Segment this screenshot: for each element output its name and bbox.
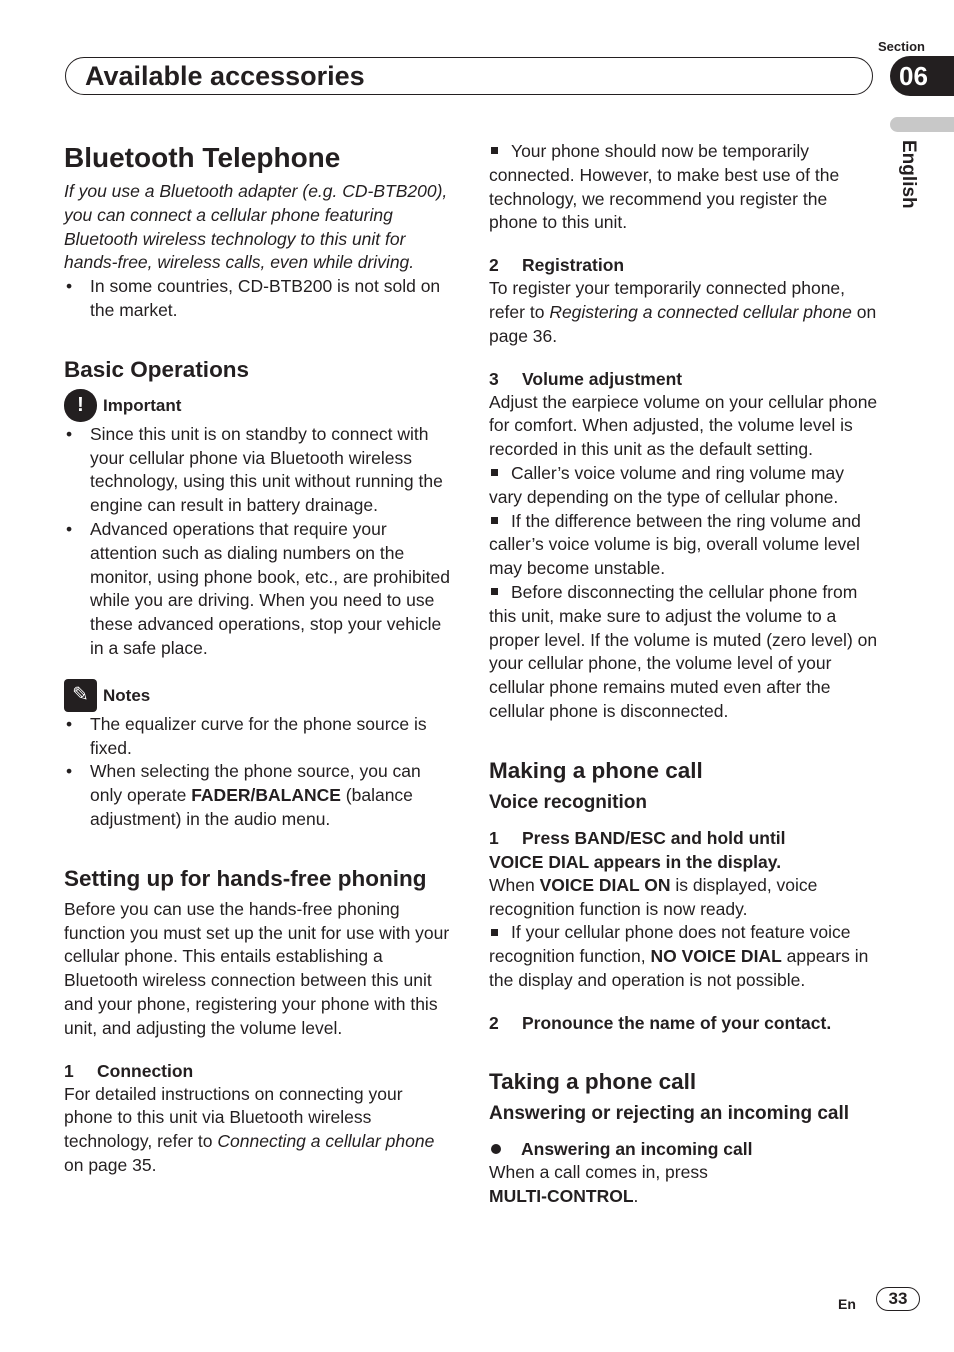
voice-recognition-heading: Voice recognition [489, 791, 648, 813]
square-bullet-icon [491, 469, 498, 476]
setup-text: Before you can use the hands-free phoning function you must set up the unit for use with your cellular phone. This entails establishing a Bluetooth wireless connection between this unit and your phone, registering your phone with this unit, and adjusting the volume level. [64, 898, 450, 1038]
setup-heading: Setting up for hands-free phoning [64, 865, 427, 891]
section-number-tab: 06 [890, 56, 954, 96]
important-header [64, 389, 450, 423]
answer-bullet: Answering an incoming call [489, 1137, 879, 1161]
important-icon: ! [64, 389, 97, 422]
making-call-heading: Making a phone call [489, 757, 703, 783]
important-item: • Advanced operations that require your attention such as dialing numbers on the monitor, using phone book, etc., are prohibited while you are driving. When you need to use these advanced operations, stop your vehicle in a safe place. [64, 518, 450, 661]
square-bullet-icon [491, 929, 498, 936]
page-number: 33 [876, 1287, 920, 1311]
note-item: • When selecting the phone source, you can only operate FADER/BALANCE (balance adjustment) in the audio menu. [64, 760, 450, 831]
chapter-title: Available accessories [85, 61, 365, 91]
voice-step-1-text: When VOICE DIAL ON is displayed, voice recognition function is now ready. [489, 874, 818, 919]
step-volume-title: 3 Volume adjustment [489, 368, 683, 389]
voice-step-2-title: 2 Pronounce the name of your contact. [489, 1012, 832, 1033]
volume-note: Before disconnecting the cellular phone from this unit, make sure to adjust the volume to a proper level. If the volume is muted (zero level) on your cellular phone, the volume level of your cellular phone remains muted even after the cellular phone is disconnected. [489, 581, 878, 721]
step-registration-text: To register your temporarily connected phone, refer to Registering a connected cellular phone on page 36. [489, 278, 877, 346]
voice-step-1-note: If your cellular phone does not feature voice recognition function, NO VOICE DIAL appears in the display and operation is not possible. [489, 922, 869, 990]
section-label: Section [878, 39, 925, 54]
round-bullet-icon [491, 1144, 501, 1154]
step-connection-title: 1 Connection [64, 1060, 194, 1081]
important-item: • Since this unit is on standby to connect with your cellular phone via Bluetooth wireless technology, using this unit without running the engine can result in battery drainage. [64, 423, 450, 518]
intro-bullet: • In some countries, CD-BTB200 is not sold on the market. [64, 275, 450, 323]
step-connection-text: For detailed instructions on connecting your phone to this unit via Bluetooth wireless technology, refer to Connecting a cellular phone on page 35. [64, 1083, 435, 1175]
right-column [489, 140, 879, 1208]
left-column [64, 140, 450, 1178]
notes-label: Notes [103, 685, 151, 705]
pencil-icon: ✎ [64, 679, 97, 712]
language-label: English [898, 140, 919, 209]
footer-language-code: En [838, 1296, 856, 1312]
square-bullet-icon [491, 147, 498, 154]
notes-header [64, 679, 450, 713]
square-bullet-icon [491, 517, 498, 524]
step-registration-title: 2 Registration [489, 255, 625, 276]
answer-text: When a call comes in, press MULTI-CONTROL. [489, 1161, 708, 1206]
taking-call-heading: Taking a phone call [489, 1068, 697, 1094]
language-tab-bar [890, 117, 954, 132]
answer-reject-heading: Answering or rejecting an incoming call [489, 1102, 850, 1124]
square-bullet-icon [491, 588, 498, 595]
volume-note: If the difference between the ring volume and caller’s voice volume is big, overall volume level may become unstable. [489, 510, 861, 579]
voice-step-1-title: 1 Press BAND/ESC and hold until VOICE DIAL appears in the display. [489, 827, 786, 872]
note-item: • The equalizer curve for the phone source is fixed. [64, 713, 450, 761]
page-title: Bluetooth Telephone [64, 142, 341, 173]
important-label: Important [103, 395, 182, 415]
temp-connection-note: Your phone should now be temporarily connected. However, to make best use of the technology, we recommend you register the phone to this unit. [489, 141, 840, 233]
basic-operations-heading: Basic Operations [64, 356, 250, 382]
step-volume-text: Adjust the earpiece volume on your cellular phone for comfort. When adjusted, the volume level is recorded in this unit as the default setting. [489, 391, 878, 460]
intro-text: If you use a Bluetooth adapter (e.g. CD-BTB200), you can connect a cellular phone featuring Bluetooth wireless technology to this unit for hands-free, wireless calls, even while driving. [64, 181, 448, 273]
volume-note: Caller’s voice volume and ring volume may vary depending on the type of cellular phone. [489, 462, 844, 507]
